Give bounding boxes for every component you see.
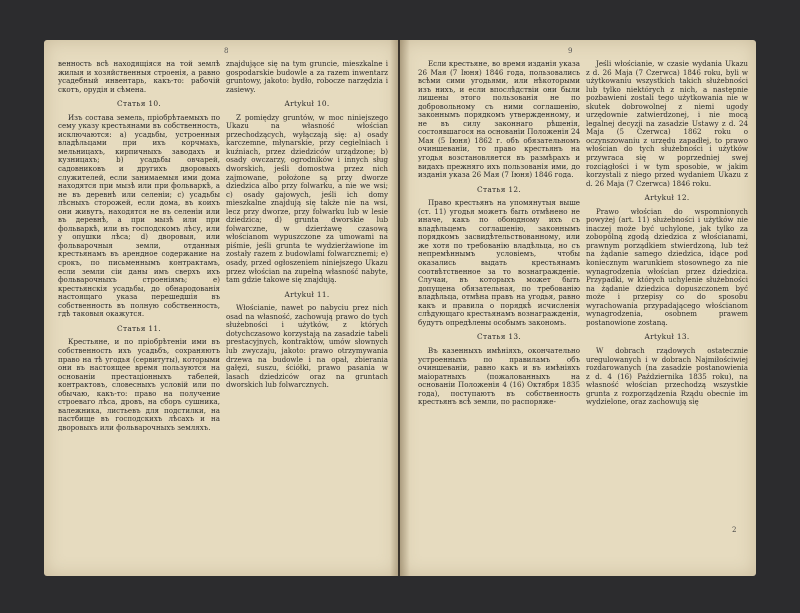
paragraph: znajdujące się na tym gruncie, mieszkalne i gospodarskie budowle a za razem inwentarz gruntowy, jakoto: bydło, roboczе narzędzia i zasiewy. [226,60,388,94]
article-heading: Artykuł 13. [644,332,690,342]
article-heading: Artykuł 12. [644,193,690,203]
paragraph: Право крестьянъ на упомянутыя выше (ст. 11) угодья можетъ быть отмѣнено не иначе, какъ по обоюдному ихъ съ владѣльцемъ соглашенiю, законнымъ порядкомъ засвидѣтельствованному, или же хотя по требованiю владѣльца, но съ непремѣннымъ условiемъ, чтобы оказались выдать крестьянамъ соотвѣтственное за то вознагражденiе. Случаи, въ которыхъ может быть допущена обязательная, по требованiю владѣльца, отмѣна правъ на угодья, равно какъ и правила о порядкѣ исчисленiя слѣдующаго крестьянамъ вознагражденiя, будутъ опредѣлены особымъ закономъ. [418,198,580,327]
paragraph: Крестьяне, и по прiобрѣтенiи ими въ собственность ихъ усадьбъ, сохраняютъ право на тѣ угодья (сервитуты), которыми они въ настоящее время пользуются на основанiи престацiонныхъ табелей, контрактовъ, словесныхъ условiй или по обычаю, какъ-то: право на получение строеваго лѣса, дровъ, на сборъ сушника, валежника, листьевъ для подстилки, на пастбище въ господскихъ лѣсахъ и на дворовыхъ или фольварочныхъ земляхъ. [58,337,220,432]
paragraph: Если крестьяне, во время изданiя указа 26 Мая (7 Iюня) 1846 года, пользовались всѣми сими угодьями, или нѣкоторыми изъ нихъ, и если впослѣдствiи они были лишены этого пользованiя не по добровольному съ ними соглашенiю, законнымъ порядкомъ утвержденному, и не въ силу законнаго рѣшенiя, состоявшагося на основанiи Положенiя 24 Мая (5 Iюня) 1862 г. объ обязательномъ очиншеванiи, то право крестьянъ на угодья возстановляется въ размѣрахъ и видахъ прежняго ихъ пользованiя ими, до изданiя указа 26 Мая (7 Iюня) 1846 года. [418,60,580,180]
page-number-left: 8 [224,47,229,55]
left-page-russian-column [58,60,220,566]
right-page [400,40,756,576]
paragraph: Prawo włościan do wspomnionych powyżej (art. 11) służebności i użytków nie inaczej może być uchylone, jak tylko za zobopólną zgodą dziedzica z włościanami, prawnym porządkiem stwierdzoną, lub też na żądanie samego dziedzica, idące pod koniecznym warunkiem stosownego za nie wynagrodzenia włościan przez dziedzica. Przypadki, w których uchylenie służebności na żądanie dziedzica dopuszczonem być może i przepisy co do sposobu wyrachowania przypadającego włościanom wynagrodzenia, osobnem prawem postanowione zostaną. [586,206,748,327]
article-heading: Artykuł 10. [284,99,330,109]
paragraph: венность всѣ находящiяся на той землѣ жилыя и хозяйственныя строенiя, а равно усадебный инвентарь, какъ-то: рабочiй скотъ, орудiя и сѣмена. [58,60,220,94]
open-book [44,40,756,578]
article-heading: Artykuł 11. [284,289,330,299]
article-heading: Статья 10. [116,99,162,109]
paragraph: W dobrach rządowych ostatecznie uregulowanych i w dobrach Najmiłościwiej rozdarowanych (na zasadzie postanowienia z d. 4 (16) Października 1835 roku), na własność włościan przechodzą wszystkie grunta z rozporządzenia Rządu obecnie im wydzielone, oraz zachowują się [586,345,748,407]
paragraph: Z pomiędzy gruntów, w moc niniejszego Ukazu na własność włościan przechodzących, wyłączają się: a) osady karczemne, młynarskie, przy cegielniach i kuźniach, przez dziedziców urządzone; b) osady owczarzy, ogrodników i innych sług dworskich, jeśli domostwa przez nich zajmowane, położone są przy dworze dziedzica albo przy folwarku, a nie we wsi; c) osady gajowych, jeśli ich domy mieszkalne znajdują się także nie na wsi, lecz przy dworze, przy folwarku lub w lesie dziedzica; d) grunta dworskie lub folwarczne, w dzierżawę czasową włościanom wypuszczone za umowami na piśmie, jeśli grunta te wydzierżawione im zostały razem z budowlami folwarcznemi; e) osady, przed ogłoszeniem niniejszego Ukazu przez włościan na zupełną własność nabyte, tam gdzie takowe się znajdują. [226,112,388,285]
left-page [44,40,398,576]
paragraph: Изъ состава земель, прiобрѣтаемыхъ по сему указу крестьянами въ собственность, исключаются: а) усадьбы, устроенныя владѣльцами при ихъ корчмахъ, мельницахъ, кирпичныхъ заводахъ и кузницахъ; b) усадьбы овчарей, садовниковъ и другихъ дворовыхъ служителей, если занимаемыя ими дома находятся при мызѣ или при фольваркѣ, а не въ деревнѣ или селенiи; с) усадьбы лѣсныхъ сторожей, если дома, въ коихъ они живутъ, находятся не въ селенiи или въ деревнѣ, а при мызѣ или при фольваркѣ, или въ господскомъ лѣсу, или у опушки лѣса; d) дворовыя, или фольварочныя земли, отданныя крестьянамъ въ арендное содержание на срокъ, по письменнымъ контрактамъ, если земли сiи даны имъ сверхъ ихъ фольварочныхъ строенiямъ; е) крестьянскiя усадьбы, до обнародованiя настоящаго указа перешедшiя въ собственность въ полную собственность, гдѣ таковыя окажутся. [58,112,220,319]
article-heading: Статья 11. [116,323,162,333]
right-page-russian-column [418,60,580,566]
paragraph: Въ казенныхъ имѣнiяхъ, окончательно устроенныхъ по правиламъ объ очиншеванiи, равно какъ и въ имѣнiяхъ маiоратныхъ (пожалованныхъ на основанiи Положенiя 4 (16) Октября 1835 года), поступаютъ въ собственность крестьянъ всѣ земли, по распоряже- [418,345,580,407]
article-heading: Статья 12. [476,184,522,194]
left-page-polish-column [226,60,388,566]
paragraph: Jeśli włościanie, w czasie wydania Ukazu z d. 26 Maja (7 Czerwca) 1846 roku, byli w użytkowaniu wszystkich takich służebności lub tylko niektórych z nich, a następnie pozbawieni zostali tego użytkowania nie w skutek dobrowolnej z niemi ugody urzędownie zatwierdzonej, i nie mocą legalnej decyzji na zasadzie Ustawy z d. 24 Maja (5 Czerwca) 1862 roku o oczynszowaniu z urzędu zapadłej, to prawo włościan do tych służebności i użytków przywraca się w poprzedniej swej rozciągłości i w tym sposobie, w jakim korzystali z niego przed wydaniem Ukazu z d. 26 Maja (7 Czerwca) 1846 roku. [586,60,748,188]
paragraph: Włościanie, nawet po nabyciu prez nich osad na własność, zachowują prawo do tych służebności i użytków, z których dotychczasowo korzystają na zasadzie tabeli prestacyjnych, kontraktów, umów słownych lub zwyczaju, jakoto: prawo otrzymywania drzewa na budowle i na opał, zbierania gałęzi, suszu, ściółki, prawo pasania w lasach dziedziców oraz na gruntach dworskich lub folwarcznych. [226,303,388,390]
book-gutter [390,40,410,576]
signature-mark: 2 [732,526,737,534]
page-number-right: 9 [568,47,573,55]
right-page-polish-column [586,60,748,566]
article-heading: Статья 13. [476,332,522,342]
